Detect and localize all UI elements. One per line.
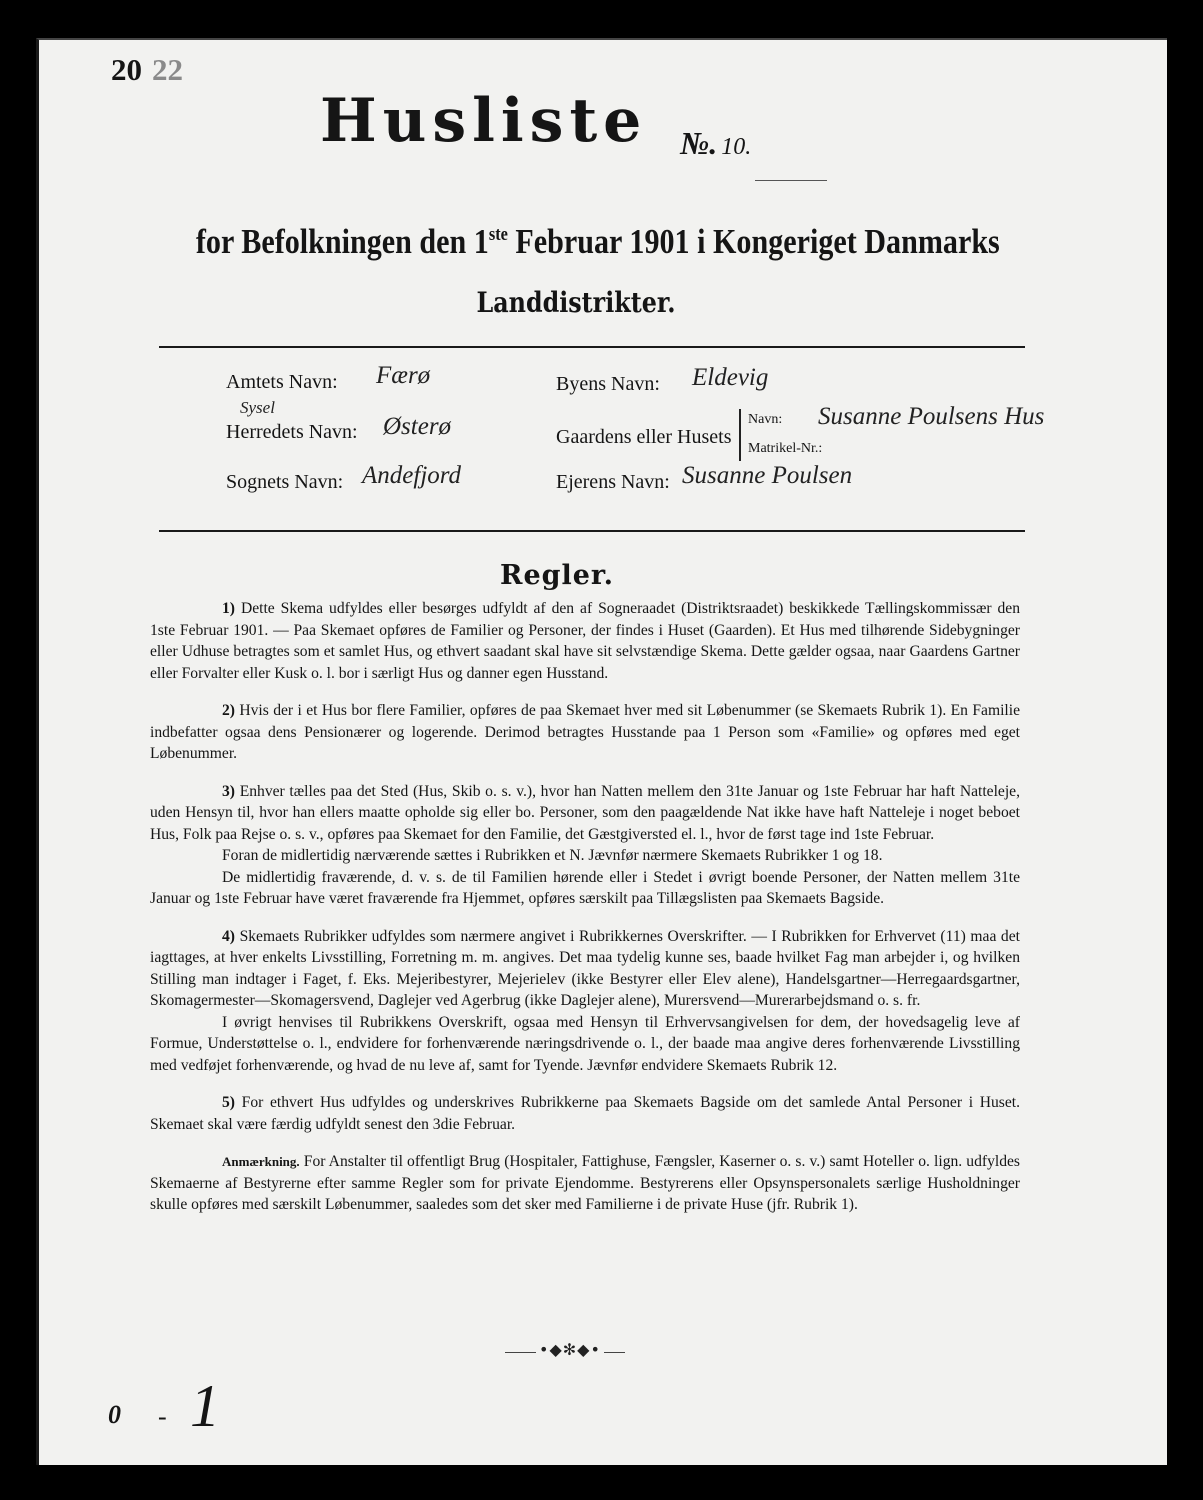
amt-label: Amtets Navn: <box>226 371 338 393</box>
page-number: 20 22 <box>111 52 183 87</box>
rule-3: 3) Enhver tælles paa det Sted (Hus, Skib o. s. v.), hvor han Natten mellem den 31te Januar og 1ste Februar har haft Natteleje, uden Hensyn til, hvor han ellers maatte opholde sig eller bo. Personer, som den paagældende Nat ikke have haft Natteleje i noget beboet Hus, Folk paa Rejse o. s. v., opføres paa Skemaet for den Familie, det Gæstgiversted el. l., hvor de først tage ind 1ste Februar. <box>150 782 1020 843</box>
footer-dash: - <box>158 1402 167 1431</box>
rule-4-henvisning: I øvrigt henvises til Rubrikkens Overskrift, ogsaa med Hensyn til Erhvervsangivelsen for dem, der hovedsagelig leve af Formue, Understøttelse o. l., endvidere for forhenværende næringsdrivende o. l., der baade maa angive deres forhenværende Livsstilling med vedføjet forhenværende, og hvad de nu leve af, samt for Tyende. Jævnfør endvidere Skemaets Rubrik 12. <box>150 1013 1020 1074</box>
rules-heading: Regler. <box>500 560 615 591</box>
note: Anmærkning. For Anstalter til offentligt Brug (Hospitaler, Fattighuse, Fængsler, Kaserner o. s. v.) samt Hoteller o. lign. udfyldes Skemaerne af Bestyrerne efter samme Regler som for private Ejendomme. Bestyrerens eller Opsynspersonalets særlige Husholdninger skulle opføres med særskilt Løbenummer, saaledes som det sker med Familierne i de private Huse (jfr. Rubrik 1). <box>150 1153 1020 1213</box>
by-label: Byens Navn: <box>556 373 660 395</box>
list-number-value: 10. <box>721 134 752 160</box>
ornament: •◆✻◆• <box>536 1340 604 1359</box>
gaard-label: Gaardens eller Husets <box>556 426 732 448</box>
bottom-rule <box>159 530 1025 532</box>
rule-3-fravaerende: De midlertidig fraværende, d. v. s. de til Familien hørende eller i Stedet i øvrigt boende Personer, der Natten mellem 31te Januar og 1ste Februar have været fraværende fra Hjemmet, opføres særskilt paa Tillægslisten paa Skemaets Bagside. <box>150 868 1020 907</box>
top-rule <box>159 346 1025 348</box>
footer-zero: 0 <box>108 1400 121 1429</box>
subtitle-landdistrikter: Landdistrikter. <box>476 286 676 319</box>
rules-text <box>150 598 1020 1232</box>
ejer-label: Ejerens Navn: <box>556 471 670 493</box>
sogn-label: Sognets Navn: <box>226 471 344 493</box>
amt-value: Færø <box>376 362 431 389</box>
gaard-navn-label: Navn: <box>748 412 783 427</box>
gaard-brace <box>739 409 741 461</box>
rule-3-foran: Foran de midlertidig nærværende sættes i Rubrikken et N. Jævnfør nærmere Skemaets Rubrikker 1 og 18. <box>222 847 883 864</box>
rule-1: 1) Dette Skema udfyldes eller besørges udfyldt af den af Sogneraadet (Distriktsraadet) beskikkede Tællingskommissær den 1ste Februar 1901. — Paa Skemaet opføres de Familier og Personer, der findes i Huset (Gaarden). Et Hus med tilhørende Sidebygninger eller Udhuse betragtes som et samlet Hus, og ethvert saadant skal have sit selvstændige Skema. Dette gælder ogsaa, naar Gaardens Gartner eller Forvalter eller Kusk o. l. bor i særligt Hus og danner egen Husstand. <box>150 600 1020 682</box>
rule-5: 5) For ethvert Hus udfyldes og underskrives Rubrikkerne paa Skemaets Bagside om det samlede Antal Personer i Huset. Skemaet skal være færdig udfyldt senest den 3die Februar. <box>150 1094 1020 1133</box>
page-title: Husliste <box>320 86 648 156</box>
footer-one: 1 <box>190 1373 220 1439</box>
herred-value: Østerø <box>383 413 452 440</box>
number-underline <box>755 180 827 181</box>
list-number: №. 10. <box>680 125 752 161</box>
matrikel-label: Matrikel-Nr.: <box>748 441 823 456</box>
rule-2: 2) Hvis der i et Hus bor flere Familier, opføres de paa Skemaet hver med sit Løbenummer (se Skemaets Rubrik 1). En Familie indbefatter ogsaa dens Pensionærer og logerende. Derimod betragtes Husstande paa 1 Person som «Familie» og opføres med eget Løbenummer. <box>150 702 1020 762</box>
subtitle: for Befolkningen den 1ste Februar 1901 i Kongeriget Danmarks <box>195 222 1000 261</box>
ejer-value: Susanne Poulsen <box>682 462 853 489</box>
herred-correction: Sysel <box>240 398 275 417</box>
sogn-value: Andefjord <box>362 462 462 489</box>
rule-4: 4) Skemaets Rubrikker udfyldes som nærmere angivet i Rubrikkernes Overskrifter. — I Rubrikken for Erhvervet (11) maa det iagttages, at hver enkelts Livsstilling, Forretning m. m. angives. Det maa tydelig kunne ses, baade hvilket Fag man arbejder i, og hvilken Stilling man indtager i Faget, f. Eks. Mejeribestyrer, Mejerielev (ikke Bestyrer eller Elev alene), Handelsgartner—Herregaardsgartner, Skomagermester—Skomagersvend, Daglejer ved Agerbrug (ikke Daglejer alene), Murersvend—Murerarbejdsmand o. s. fr. <box>150 927 1020 1009</box>
gaard-navn-value: Susanne Poulsens Hus <box>818 403 1045 430</box>
herred-label: Herredets Navn: <box>226 421 358 443</box>
by-value: Eldevig <box>692 364 769 391</box>
